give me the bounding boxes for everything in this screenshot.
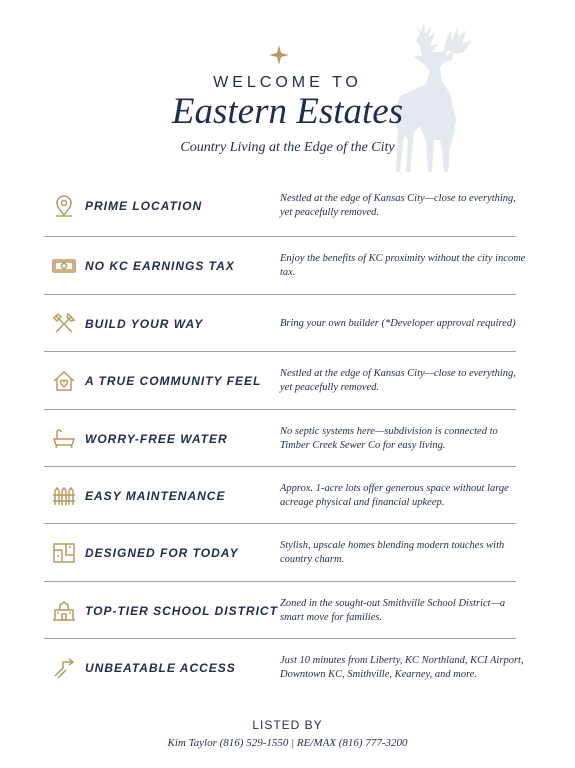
feature-row-no-kc-earnings-tax (44, 237, 526, 294)
feature-row-unbeatable-access (44, 639, 524, 696)
bathtub-icon (52, 427, 76, 451)
feature-name: PRIME LOCATION (85, 198, 203, 213)
feature-name: NO KC EARNINGS TAX (85, 258, 235, 273)
money-bill-icon (52, 254, 76, 278)
contact-info: Kim Taylor (816) 529-1550 | RE/MAX (816) 777-3200 (167, 737, 408, 749)
page-title: Eastern Estates (171, 91, 404, 132)
feature-row-designed-for-today (44, 524, 516, 581)
feature-name: WORRY-FREE WATER (85, 431, 228, 446)
feature-description: Just 10 minutes from Liberty, KC Northland, KCI Airport, Downtown KC, Smithville, Kearney, and more. (280, 654, 524, 680)
feature-name: BUILD YOUR WAY (85, 316, 204, 331)
location-pin-icon (52, 194, 76, 218)
feature-description: Zoned in the sought-out Smithville School District—a smart move for families. (280, 597, 506, 623)
feature-description: Bring your own builder (*Developer approval required) (280, 317, 516, 329)
feature-row-school-district (44, 582, 516, 639)
tools-icon (52, 312, 76, 336)
heart-home-icon (52, 369, 76, 393)
feature-row-worry-free-water (44, 410, 516, 467)
feature-description: Nestled at the edge of Kansas City—close to everything, yet peacefully removed. (280, 367, 516, 393)
feature-description: Stylish, upscale homes blending modern touches with country charm. (280, 539, 505, 565)
feature-row-prime-location (44, 177, 516, 234)
page-subtitle: Country Living at the Edge of the City (180, 140, 395, 155)
school-icon (52, 599, 76, 623)
blueprint-icon (52, 541, 76, 565)
listed-by-label: LISTED BY (252, 718, 323, 732)
highway-icon (52, 656, 76, 680)
feature-row-build-your-way (44, 295, 516, 352)
feature-name: EASY MAINTENANCE (85, 488, 226, 503)
feature-name: DESIGNED FOR TODAY (85, 545, 239, 560)
feature-name: UNBEATABLE ACCESS (85, 660, 236, 675)
feature-description: Nestled at the edge of Kansas City—close to everything, yet peacefully removed. (280, 192, 516, 218)
feature-description: Enjoy the benefits of KC proximity without the city income tax. (280, 252, 526, 278)
fence-icon (52, 484, 76, 508)
feature-row-easy-maintenance (44, 467, 516, 524)
sparkle-star-icon (269, 45, 289, 65)
welcome-text: WELCOME TO (213, 74, 362, 91)
feature-name: A TRUE COMMUNITY FEEL (85, 373, 262, 388)
feature-description: Approx. 1-acre lots offer generous space without large acreage physical and financial upkeep. (280, 482, 509, 508)
feature-description: No septic systems here—subdivision is connected to Timber Creek Sewer Co for easy living. (280, 425, 498, 451)
feature-row-community-feel (44, 352, 516, 409)
feature-name: TOP-TIER SCHOOL DISTRICT (85, 603, 278, 618)
